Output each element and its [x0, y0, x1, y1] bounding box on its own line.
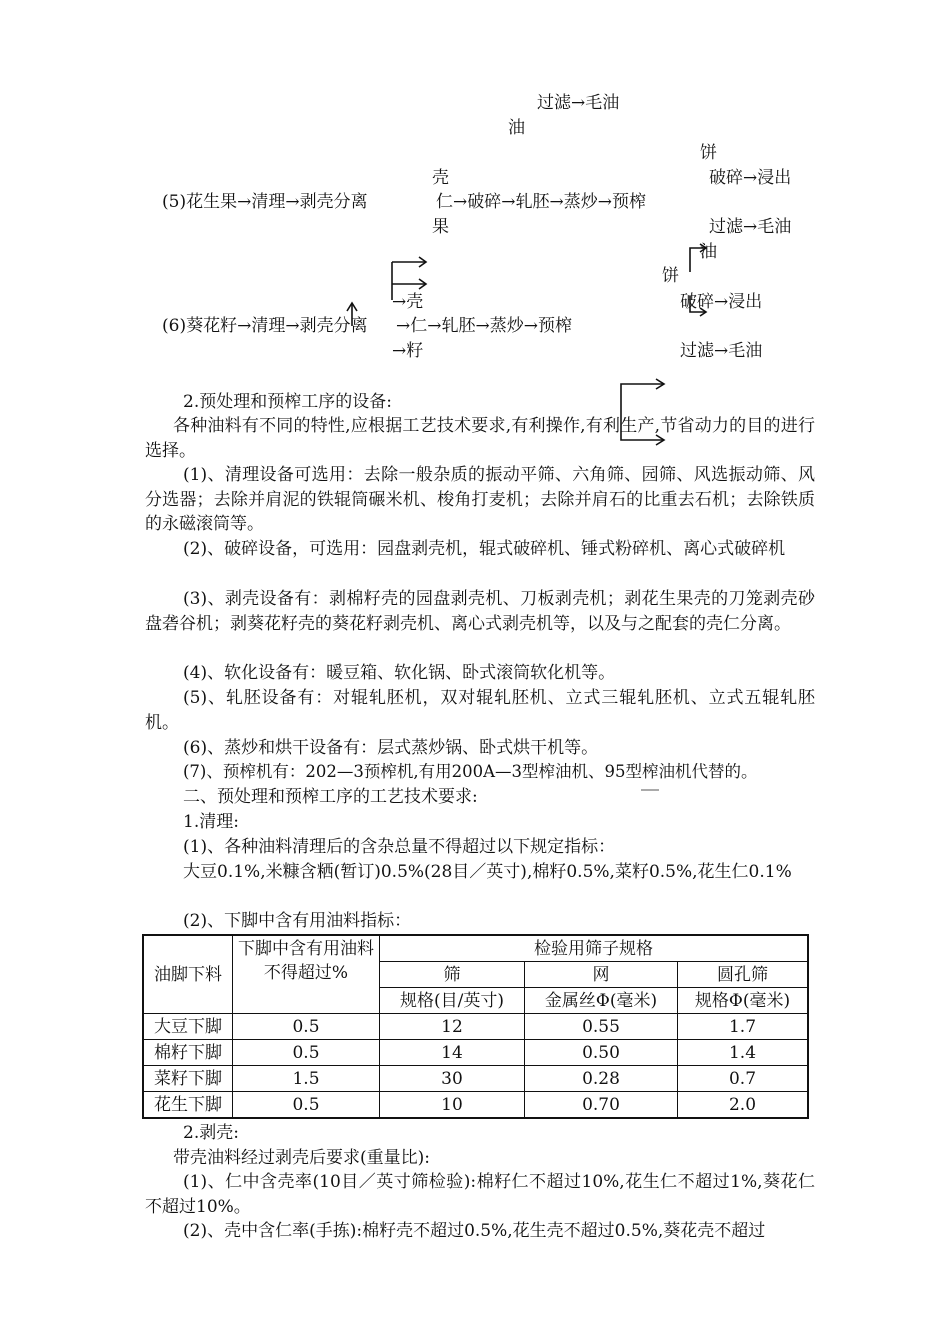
table-cell-wire: 0.28	[525, 1066, 678, 1092]
flow-top-filter: 过滤→毛油	[537, 93, 620, 113]
equipment-item-3: (3)、剥壳设备有：剥棉籽壳的园盘剥壳机、刀板剥壳机；剥花生果壳的刀笼剥壳砂盘砻谷机；剥葵花籽壳的葵花籽剥壳机、离心式剥壳机等，以及与之配套的壳仁分离。	[145, 589, 815, 634]
table-cell-round: 0.7	[678, 1066, 809, 1092]
table-row	[143, 1014, 808, 1040]
flow-p5-kernel: 仁→破碎→轧胚→蒸炒→预榨	[436, 192, 646, 212]
table-header-round-spec: 规格Φ(毫米)	[678, 988, 809, 1014]
section-requirements-title: 二、预处理和预榨工序的工艺技术要求:	[183, 787, 478, 807]
section-equipment-title-text: 2.预处理和预榨工序的设备:	[183, 392, 392, 412]
flow-p6-crush: 破碎→浸出	[680, 292, 763, 312]
table-row	[143, 1040, 808, 1066]
flow-p6-seed: →籽	[392, 341, 424, 361]
table-header-wire: 金属丝Φ(毫米)	[525, 988, 678, 1014]
table-header-mesh: 网	[525, 962, 678, 988]
cleaning-item-2: (2)、下脚中含有用油料指标：	[183, 911, 412, 931]
cleaning-title: 1.清理:	[183, 812, 239, 832]
cleaning-values: 大豆0.1%,米糠含粞(暂订)0.5%(28目／英寸),棉籽0.5%,菜籽0.5%,花生仁0.1%	[183, 862, 792, 882]
table-header-group: 检验用筛子规格	[380, 935, 809, 962]
equipment-item-2: (2)、破碎设备，可选用：园盘剥壳机，辊式破碎机、锤式粉碎机、离心式破碎机	[183, 539, 786, 559]
flow-p5-shell: 壳	[432, 168, 449, 188]
cleaning-item-1: (1)、各种油料清理后的含杂总量不得超过以下规定指标：	[183, 837, 616, 857]
flow-p5-oil: 油	[700, 242, 717, 262]
table-header-material: 油脚下料	[143, 935, 233, 1014]
flow-p5-crush: 破碎→浸出	[709, 168, 792, 188]
section-equipment-intro: 各种油料有不同的特性,应根据工艺技术要求,有利操作,有利生产,节省动力的目的进行选择。	[145, 416, 815, 461]
table-cell-pct: 0.5	[233, 1092, 380, 1119]
table-cell-name: 菜籽下脚	[143, 1066, 233, 1092]
table-cell-wire: 0.55	[525, 1014, 678, 1040]
table-cell-mesh: 14	[380, 1040, 525, 1066]
table-cell-wire: 0.50	[525, 1040, 678, 1066]
table-cell-name: 棉籽下脚	[143, 1040, 233, 1066]
table-cell-round: 1.7	[678, 1014, 809, 1040]
shelling-intro: 带壳油料经过剥壳后要求(重量比):	[173, 1148, 430, 1168]
equipment-item-4: (4)、软化设备有：暖豆箱、软化锅、卧式滚筒软化机等。	[183, 663, 616, 683]
table-cell-pct: 0.5	[233, 1040, 380, 1066]
equipment-item-6: (6)、蒸炒和烘干设备有：层式蒸炒锅、卧式烘干机等。	[183, 738, 599, 758]
flow-p6-main: (6)葵花籽→清理→剥壳分离	[162, 316, 368, 336]
equipment-item-7: (7)、预榨机有：202—3预榨机,有用200A—3型榨油机、95型榨油机代替的。	[183, 762, 758, 781]
flow-p6-filter: 过滤→毛油	[680, 341, 763, 361]
table-cell-name: 大豆下脚	[143, 1014, 233, 1040]
flow-p6-kernel: →仁→轧胚→蒸炒→预榨	[396, 316, 572, 336]
flow-p5-cake: 饼	[700, 143, 717, 163]
equipment-item-5: (5)、轧胚设备有：对辊轧胚机，双对辊轧胚机、立式三辊轧胚机、立式五辊轧胚机。	[145, 688, 815, 733]
table-header-percent: 下脚中含有用油料不得超过%	[233, 935, 380, 1014]
shelling-req-1: (1)、仁中含壳率(10目／英寸筛检验):棉籽仁不超过10%,花生仁不超过1%,葵花仁不超过10%。	[145, 1172, 815, 1217]
table-cell-pct: 1.5	[233, 1066, 380, 1092]
table-row	[143, 1092, 808, 1119]
equipment-item-1: (1)、清理设备可选用：去除一般杂质的振动平筛、六角筛、园筛、风选振动筛、风分选器；去除并肩泥的铁辊筒碾米机、梭角打麦机；去除并肩石的比重去石机；去除铁质的永磁滚筒等。	[145, 465, 815, 534]
flow-p6-cake: 饼	[662, 266, 679, 286]
flow-p6-shell: →壳	[392, 292, 424, 312]
shelling-req-2: (2)、壳中含仁率(手拣):棉籽壳不超过0.5%,花生壳不超过0.5%,葵花壳不超过	[183, 1221, 766, 1241]
flow-p5-filter: 过滤→毛油	[709, 217, 792, 237]
section-equipment-title	[145, 390, 815, 415]
table-cell-name: 花生下脚	[143, 1092, 233, 1119]
table-cell-pct: 0.5	[233, 1014, 380, 1040]
table-cell-round: 2.0	[678, 1092, 809, 1119]
table-row	[143, 1066, 808, 1092]
flow-top-oil: 油	[508, 118, 525, 138]
shelling-title: 2.剥壳:	[183, 1123, 239, 1143]
table-cell-wire: 0.70	[525, 1092, 678, 1119]
table-cell-mesh: 30	[380, 1066, 525, 1092]
table-header-round: 圆孔筛	[678, 962, 809, 988]
table-header-sieve: 筛	[380, 962, 525, 988]
flow-p5-main: (5)花生果→清理→剥壳分离	[162, 192, 368, 212]
flow-p5-fruit: 果	[432, 217, 449, 237]
table-cell-mesh: 12	[380, 1014, 525, 1040]
table-header-spec: 规格(目/英寸)	[380, 988, 525, 1014]
sieve-spec-table	[142, 934, 809, 1119]
table-cell-round: 1.4	[678, 1040, 809, 1066]
table-cell-mesh: 10	[380, 1092, 525, 1119]
